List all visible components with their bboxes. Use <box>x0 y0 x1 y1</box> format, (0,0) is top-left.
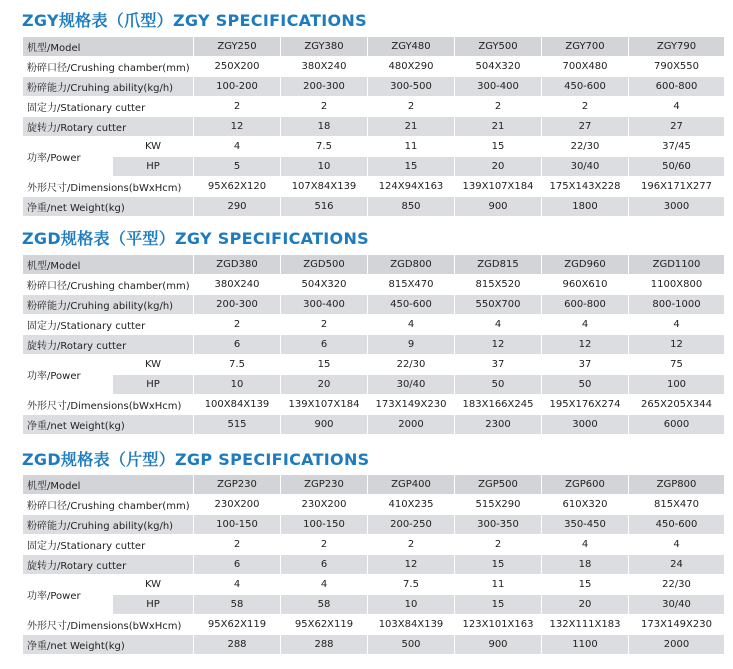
table-cell: 4 <box>194 575 281 595</box>
row-label: 旋转力/Rotary cutter <box>23 117 194 137</box>
table-cell: 27 <box>629 117 725 137</box>
crushing-ability-row <box>23 515 725 535</box>
power-hp-row <box>23 375 725 395</box>
stationary-cutter-row <box>23 535 725 555</box>
table-cell: 50 <box>542 375 629 395</box>
table-cell: 95X62X119 <box>194 615 281 635</box>
table-cell: 800-1000 <box>629 295 725 315</box>
row-label: 机型/Model <box>23 255 194 275</box>
table-cell: 265X205X344 <box>629 395 725 415</box>
table-cell: 21 <box>368 117 455 137</box>
table-cell: 300-350 <box>455 515 542 535</box>
table-cell: 4 <box>629 535 725 555</box>
table-cell: 22/30 <box>629 575 725 595</box>
table-cell: 450-600 <box>629 515 725 535</box>
table-cell: 230X200 <box>281 495 368 515</box>
table-cell: 11 <box>455 575 542 595</box>
row-label: 旋转力/Rotary cutter <box>23 555 194 575</box>
table-cell: 815X470 <box>368 275 455 295</box>
table-cell: 2 <box>455 535 542 555</box>
table-cell: 3000 <box>629 197 725 217</box>
net-weight-row <box>23 415 725 435</box>
spec-table <box>22 474 725 655</box>
table-cell: ZGD960 <box>542 255 629 275</box>
table-cell: 2000 <box>629 635 725 655</box>
table-cell: 30/40 <box>368 375 455 395</box>
table-cell: 504X320 <box>455 57 542 77</box>
table-cell: 37 <box>542 355 629 375</box>
table-cell: 2 <box>542 97 629 117</box>
table-cell: 380X240 <box>194 275 281 295</box>
power-hp-row <box>23 157 725 177</box>
table-cell: 58 <box>281 595 368 615</box>
table-cell: 4 <box>629 315 725 335</box>
table-cell: 300-400 <box>281 295 368 315</box>
table-cell: 6 <box>194 335 281 355</box>
table-cell: 75 <box>629 355 725 375</box>
table-cell: ZGD380 <box>194 255 281 275</box>
table-cell: 30/40 <box>542 157 629 177</box>
rotary-cutter-row <box>23 555 725 575</box>
table-cell: 2 <box>368 535 455 555</box>
table-cell: 10 <box>281 157 368 177</box>
table-cell: 450-600 <box>542 77 629 97</box>
table-cell: ZGP230 <box>281 475 368 495</box>
hp-label: HP <box>113 375 194 395</box>
table-cell: 15 <box>455 137 542 157</box>
table-cell: 500 <box>368 635 455 655</box>
table-cell: 173X149X230 <box>368 395 455 415</box>
net-weight-row <box>23 197 725 217</box>
table-cell: 4 <box>281 575 368 595</box>
row-label: 净重/net Weight(kg) <box>23 635 194 655</box>
crushing-chamber-row <box>23 495 725 515</box>
table-cell: 610X320 <box>542 495 629 515</box>
row-label: 外形尺寸/Dimensions(bWxHcm) <box>23 395 194 415</box>
table-cell: 50 <box>455 375 542 395</box>
table-cell: 11 <box>368 137 455 157</box>
table-cell: 200-250 <box>368 515 455 535</box>
table-cell: 4 <box>542 315 629 335</box>
row-label: 固定力/Stationary cutter <box>23 97 194 117</box>
table-cell: 12 <box>368 555 455 575</box>
table-cell: 12 <box>455 335 542 355</box>
table-cell: 1100X800 <box>629 275 725 295</box>
table-cell: 15 <box>542 575 629 595</box>
row-label: 净重/net Weight(kg) <box>23 415 194 435</box>
table-cell: 15 <box>455 595 542 615</box>
table-cell: 6000 <box>629 415 725 435</box>
table-cell: 2 <box>455 97 542 117</box>
table-cell: 515 <box>194 415 281 435</box>
model-row <box>23 37 725 57</box>
table-cell: 4 <box>542 535 629 555</box>
model-row <box>23 475 725 495</box>
row-label: 固定力/Stationary cutter <box>23 535 194 555</box>
table-cell: 815X470 <box>629 495 725 515</box>
table-cell: 7.5 <box>281 137 368 157</box>
table-cell: 2000 <box>368 415 455 435</box>
table-cell: 175X143X228 <box>542 177 629 197</box>
row-label: 固定力/Stationary cutter <box>23 315 194 335</box>
table-cell: 139X107X184 <box>455 177 542 197</box>
kw-label: KW <box>113 355 194 375</box>
table-cell: 50/60 <box>629 157 725 177</box>
power-label: 功率/Power <box>23 575 113 615</box>
table-cell: 132X111X183 <box>542 615 629 635</box>
table-cell: 20 <box>542 595 629 615</box>
table-cell: 100X84X139 <box>194 395 281 415</box>
table-cell: ZGP230 <box>194 475 281 495</box>
rotary-cutter-row <box>23 117 725 137</box>
power-hp-row <box>23 595 725 615</box>
table-cell: 2 <box>368 97 455 117</box>
table-cell: 900 <box>455 635 542 655</box>
table-cell: 15 <box>455 555 542 575</box>
table-cell: 380X240 <box>281 57 368 77</box>
row-label: 粉碎能力/Cruhing ability(kg/h) <box>23 515 194 535</box>
table-cell: 24 <box>629 555 725 575</box>
table-cell: 37/45 <box>629 137 725 157</box>
table-cell: 230X200 <box>194 495 281 515</box>
row-label: 粉碎能力/Cruhing ability(kg/h) <box>23 77 194 97</box>
row-label: 粉碎口径/Crushing chamber(mm) <box>23 275 194 295</box>
table-cell: 600-800 <box>629 77 725 97</box>
kw-label: KW <box>113 575 194 595</box>
table-cell: 195X176X274 <box>542 395 629 415</box>
table-cell: 4 <box>194 137 281 157</box>
table-cell: 504X320 <box>281 275 368 295</box>
table-cell: 790X550 <box>629 57 725 77</box>
table-cell: 10 <box>368 595 455 615</box>
table-cell: ZGP400 <box>368 475 455 495</box>
table-cell: 27 <box>542 117 629 137</box>
table-cell: 516 <box>281 197 368 217</box>
table-cell: ZGD800 <box>368 255 455 275</box>
table-cell: 58 <box>194 595 281 615</box>
table-cell: 18 <box>281 117 368 137</box>
crushing-chamber-row <box>23 275 725 295</box>
table-cell: ZGY790 <box>629 37 725 57</box>
power-kw-row <box>23 355 725 375</box>
table-cell: 6 <box>281 335 368 355</box>
table-cell: 103X84X139 <box>368 615 455 635</box>
table-cell: 7.5 <box>368 575 455 595</box>
table-cell: 20 <box>281 375 368 395</box>
table-cell: 22/30 <box>368 355 455 375</box>
table-cell: 410X235 <box>368 495 455 515</box>
table-cell: 95X62X119 <box>281 615 368 635</box>
crushing-ability-row <box>23 77 725 97</box>
table-cell: 196X171X277 <box>629 177 725 197</box>
table-cell: 290 <box>194 197 281 217</box>
dimensions-row <box>23 177 725 197</box>
dimensions-row <box>23 615 725 635</box>
power-kw-row <box>23 575 725 595</box>
table-cell: ZGY500 <box>455 37 542 57</box>
table-cell: 123X101X163 <box>455 615 542 635</box>
rotary-cutter-row <box>23 335 725 355</box>
row-label: 粉碎能力/Cruhing ability(kg/h) <box>23 295 194 315</box>
table-title: ZGD规格表（片型）ZGP SPECIFICATIONS <box>22 450 370 469</box>
table-cell: ZGD500 <box>281 255 368 275</box>
table-cell: 600-800 <box>542 295 629 315</box>
table-cell: 250X200 <box>194 57 281 77</box>
row-label: 粉碎口径/Crushing chamber(mm) <box>23 57 194 77</box>
table-cell: 20 <box>455 157 542 177</box>
table-cell: ZGP500 <box>455 475 542 495</box>
net-weight-row <box>23 635 725 655</box>
table-cell: 124X94X163 <box>368 177 455 197</box>
table-cell: ZGY250 <box>194 37 281 57</box>
row-label: 外形尺寸/Dimensions(bWxHcm) <box>23 615 194 635</box>
table-cell: 12 <box>542 335 629 355</box>
spec-table <box>22 36 725 217</box>
table-cell: 12 <box>629 335 725 355</box>
table-cell: 9 <box>368 335 455 355</box>
stationary-cutter-row <box>23 315 725 335</box>
table-cell: 10 <box>194 375 281 395</box>
table-cell: ZGY380 <box>281 37 368 57</box>
table-cell: 100-150 <box>281 515 368 535</box>
table-cell: 3000 <box>542 415 629 435</box>
table-cell: 100-200 <box>194 77 281 97</box>
table-cell: ZGP600 <box>542 475 629 495</box>
row-label: 机型/Model <box>23 37 194 57</box>
table-cell: ZGY700 <box>542 37 629 57</box>
power-label: 功率/Power <box>23 137 113 177</box>
table-cell: 173X149X230 <box>629 615 725 635</box>
table-cell: 200-300 <box>194 295 281 315</box>
crushing-ability-row <box>23 295 725 315</box>
table-cell: ZGD815 <box>455 255 542 275</box>
table-cell: 700X480 <box>542 57 629 77</box>
table-cell: 300-500 <box>368 77 455 97</box>
table-cell: 183X166X245 <box>455 395 542 415</box>
table-cell: 1800 <box>542 197 629 217</box>
table-cell: 6 <box>194 555 281 575</box>
table-cell: 200-300 <box>281 77 368 97</box>
table-cell: 1100 <box>542 635 629 655</box>
table-cell: 2 <box>194 97 281 117</box>
table-cell: 22/30 <box>542 137 629 157</box>
table-cell: 2 <box>281 315 368 335</box>
table-cell: 7.5 <box>194 355 281 375</box>
table-cell: 18 <box>542 555 629 575</box>
table-cell: 37 <box>455 355 542 375</box>
table-cell: 515X290 <box>455 495 542 515</box>
row-label: 粉碎口径/Crushing chamber(mm) <box>23 495 194 515</box>
table-cell: 960X610 <box>542 275 629 295</box>
table-cell: 900 <box>281 415 368 435</box>
table-cell: 850 <box>368 197 455 217</box>
hp-label: HP <box>113 157 194 177</box>
table-cell: 288 <box>281 635 368 655</box>
table-cell: 139X107X184 <box>281 395 368 415</box>
table-cell: 30/40 <box>629 595 725 615</box>
hp-label: HP <box>113 595 194 615</box>
table-cell: ZGP800 <box>629 475 725 495</box>
table-cell: 100-150 <box>194 515 281 535</box>
table-cell: 12 <box>194 117 281 137</box>
table-cell: 15 <box>281 355 368 375</box>
spec-table <box>22 254 725 435</box>
table-cell: 815X520 <box>455 275 542 295</box>
table-cell: 2 <box>281 97 368 117</box>
dimensions-row <box>23 395 725 415</box>
stationary-cutter-row <box>23 97 725 117</box>
table-cell: 450-600 <box>368 295 455 315</box>
table-cell: 15 <box>368 157 455 177</box>
table-title: ZGD规格表（平型）ZGY SPECIFICATIONS <box>22 229 369 248</box>
table-cell: 300-400 <box>455 77 542 97</box>
table-cell: 107X84X139 <box>281 177 368 197</box>
crushing-chamber-row <box>23 57 725 77</box>
power-label: 功率/Power <box>23 355 113 395</box>
table-cell: 21 <box>455 117 542 137</box>
table-cell: 350-450 <box>542 515 629 535</box>
table-cell: 2 <box>194 535 281 555</box>
table-cell: 95X62X120 <box>194 177 281 197</box>
row-label: 外形尺寸/Dimensions(bWxHcm) <box>23 177 194 197</box>
table-cell: 2300 <box>455 415 542 435</box>
row-label: 净重/net Weight(kg) <box>23 197 194 217</box>
table-cell: ZGD1100 <box>629 255 725 275</box>
table-cell: 2 <box>194 315 281 335</box>
table-cell: 2 <box>281 535 368 555</box>
table-cell: 288 <box>194 635 281 655</box>
table-cell: 100 <box>629 375 725 395</box>
table-cell: 4 <box>455 315 542 335</box>
table-cell: 900 <box>455 197 542 217</box>
row-label: 旋转力/Rotary cutter <box>23 335 194 355</box>
table-cell: 550X700 <box>455 295 542 315</box>
kw-label: KW <box>113 137 194 157</box>
table-cell: 6 <box>281 555 368 575</box>
table-title: ZGY规格表（爪型）ZGY SPECIFICATIONS <box>22 11 367 30</box>
table-cell: 480X290 <box>368 57 455 77</box>
table-cell: ZGY480 <box>368 37 455 57</box>
table-cell: 4 <box>368 315 455 335</box>
power-kw-row <box>23 137 725 157</box>
table-cell: 4 <box>629 97 725 117</box>
table-cell: 5 <box>194 157 281 177</box>
row-label: 机型/Model <box>23 475 194 495</box>
model-row <box>23 255 725 275</box>
